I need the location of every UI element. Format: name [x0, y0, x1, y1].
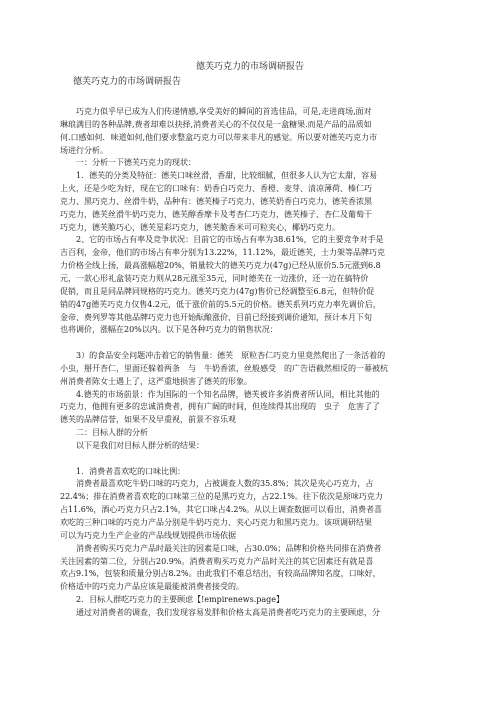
body-line: 力价格全线上扬，最高涨幅超20%，销量较大的德芙巧克力(47g)已经从原价5.5元涨到6.8 — [60, 261, 381, 271]
body-line: 欢占9.1%，包装和质量分别占8.2%。由此我们不难总结出，有较高品牌知名度，口味好， — [60, 569, 381, 579]
body-line: 也将调价，涨幅在20%以内。以下是各种巧克力的销售状况： — [60, 325, 278, 335]
body-line — [60, 453, 434, 466]
body-line: 2．目标人群吃巧克力的主要顾虑【!empirenews.page】 — [60, 595, 284, 605]
body-line: 金帝、费列罗等其他品牌巧克力也开始酝酿涨价，目前已经接到调价通知，预计本月下旬 — [60, 312, 372, 322]
document-title: 德芙巧克力的市场调研报告 — [195, 62, 304, 72]
body-line: 巧克力似乎早已成为人们传递情感,享受美好的瞬间的首选佳品，可是,走进商场,面对 — [60, 107, 372, 116]
body-line: 元，一款心形礼盒装巧克力则从28元涨至35元，同时德芙在一边涨价，还一边在搞特价 — [60, 273, 369, 283]
body-line: 2、它的市场占有率及竞争状况：目前它的市场占有率为38.61%，它的主要竞争对手是 — [60, 235, 384, 245]
body-line: 州消费者陈女士遇上了，这严重地损害了德芙的形象。 — [60, 376, 252, 386]
body-line: 占11.6%，酒心巧克力只占2.1%，其它口味占4.2%。从以上调查数据可以看出，消费者喜 — [60, 505, 383, 515]
body-line — [60, 337, 434, 350]
body-line: 琳琅满目的各种品牌,费者却难以抉择,消费者关心的不仅仅是一盒糖果.而是产品的品质如 — [60, 119, 372, 129]
body-line: 通过对消费者的调查，我们发现容易发胖和价格太高是消费者吃巧克力的主要顾虑，分 — [60, 607, 380, 617]
body-line: 3）的食品安全问题冲击着它的销售量：德芙 原粒杏仁巧克力里竟然爬出了一条活着的 — [60, 351, 386, 361]
document-subtitle: 德芙巧克力的市场调研报告 — [73, 77, 182, 87]
body-line: 巧克力，他拥有更多的忠诚消费者，拥有广阔的时间，但连续得其出现的 虫子 危害了了 — [60, 402, 380, 412]
body-line: 22.4%；排在消费者喜欢吃的口味第三位的是黑巧克力，占22.1%。往下依次是原味巧克力 — [60, 492, 383, 502]
body-line: 何.口感如何．味道如何,他们要求整盒巧克力可以带来非凡的感觉。所以要对德芙巧克力市 — [60, 132, 378, 142]
body-line: 场进行分析。 — [60, 145, 108, 155]
body-line: 消费者最喜欢吃牛奶口味的巧克力，占被调查人数的35.8%；其次是夹心巧克力，占 — [60, 479, 374, 489]
body-line: 德芙的品牌信誉，如果不及早重视，前景不容乐观 — [60, 415, 236, 425]
body-line: 以下是我们对目标人群分析的结果： — [60, 440, 204, 450]
body-line: 促销，而且是同品牌同规格的巧克力。德芙巧克力(47g)售价已经调整至6.8元，但特价促 — [60, 286, 375, 296]
body-line: 小虫，掰开杏仁，里面还躲着两条 与 牛奶香浓，丝般感受 的广告语截然相反的一幕被杭 — [60, 363, 388, 373]
body-line: 可以为巧克力生产企业的产品线规划提供市场依据 — [60, 530, 236, 540]
body-line: 销的47g德芙巧克力仅售4.2元，低于涨价前的5.5元的价格。德芙系列巧克力率先调价后， — [60, 299, 381, 309]
body-line: 关注因素的第二位，分别占20.9%。消费者购买巧克力产品时关注的其它因素还有就是喜 — [60, 556, 374, 566]
body-line: 1．德芙的分类及特征：德芙口味丝滑，香甜，比较细腻，但很多人认为它太甜，容易 — [60, 171, 378, 181]
body-line: 二：目标人群的分析 — [60, 428, 148, 438]
body-line: 巧克力，德芙脆巧心，德芙星彩巧克力，德芙脆香米可可粒夹心，椰奶巧克力。 — [60, 222, 340, 232]
body-line: 价格适中的巧克力产品应该是最能被消费者接受的。 — [60, 582, 244, 592]
body-line: 上火，还是少吃为好，现在它的口味有：奶香白巧克力、香橙、麦芽、清凉薄荷、榛仁巧 — [60, 184, 372, 194]
document-body — [60, 106, 434, 620]
body-line: 巧克力，德芙丝滑牛奶巧克力，德芙醇香摩卡及考杏仁巧克力，德芙榛子、杏仁及葡萄干 — [60, 209, 372, 219]
body-line: 消费者购买巧克力产品时最关注的因素是口味，占30.0%；品牌和价格共同排在消费者 — [60, 543, 382, 553]
body-line: 欢吃的三种口味的巧克力产品分别是牛奶巧克力、夹心巧克力和黑巧克力。该项调研结果 — [60, 518, 372, 527]
body-line: 克力、黑巧克力、丝滑牛奶，品种有：德芙榛子巧克力，德芙奶香白巧克力，德芙香浓黑 — [60, 196, 372, 206]
body-line: 4.德芙的市场前景：作为国际的一个知名品牌，德芙被许多消费者所认同，相比其他的 — [60, 389, 380, 399]
body-line: 一：分析一下德芙巧克力的现状： — [60, 158, 196, 168]
body-line: 1．消费者喜欢吃的口味比例： — [60, 466, 186, 476]
body-line: 吉百利，金帝，他们的市场占有率分别为13.22%，11.12%，最近德芙，士力架等品牌巧克 — [60, 248, 386, 258]
